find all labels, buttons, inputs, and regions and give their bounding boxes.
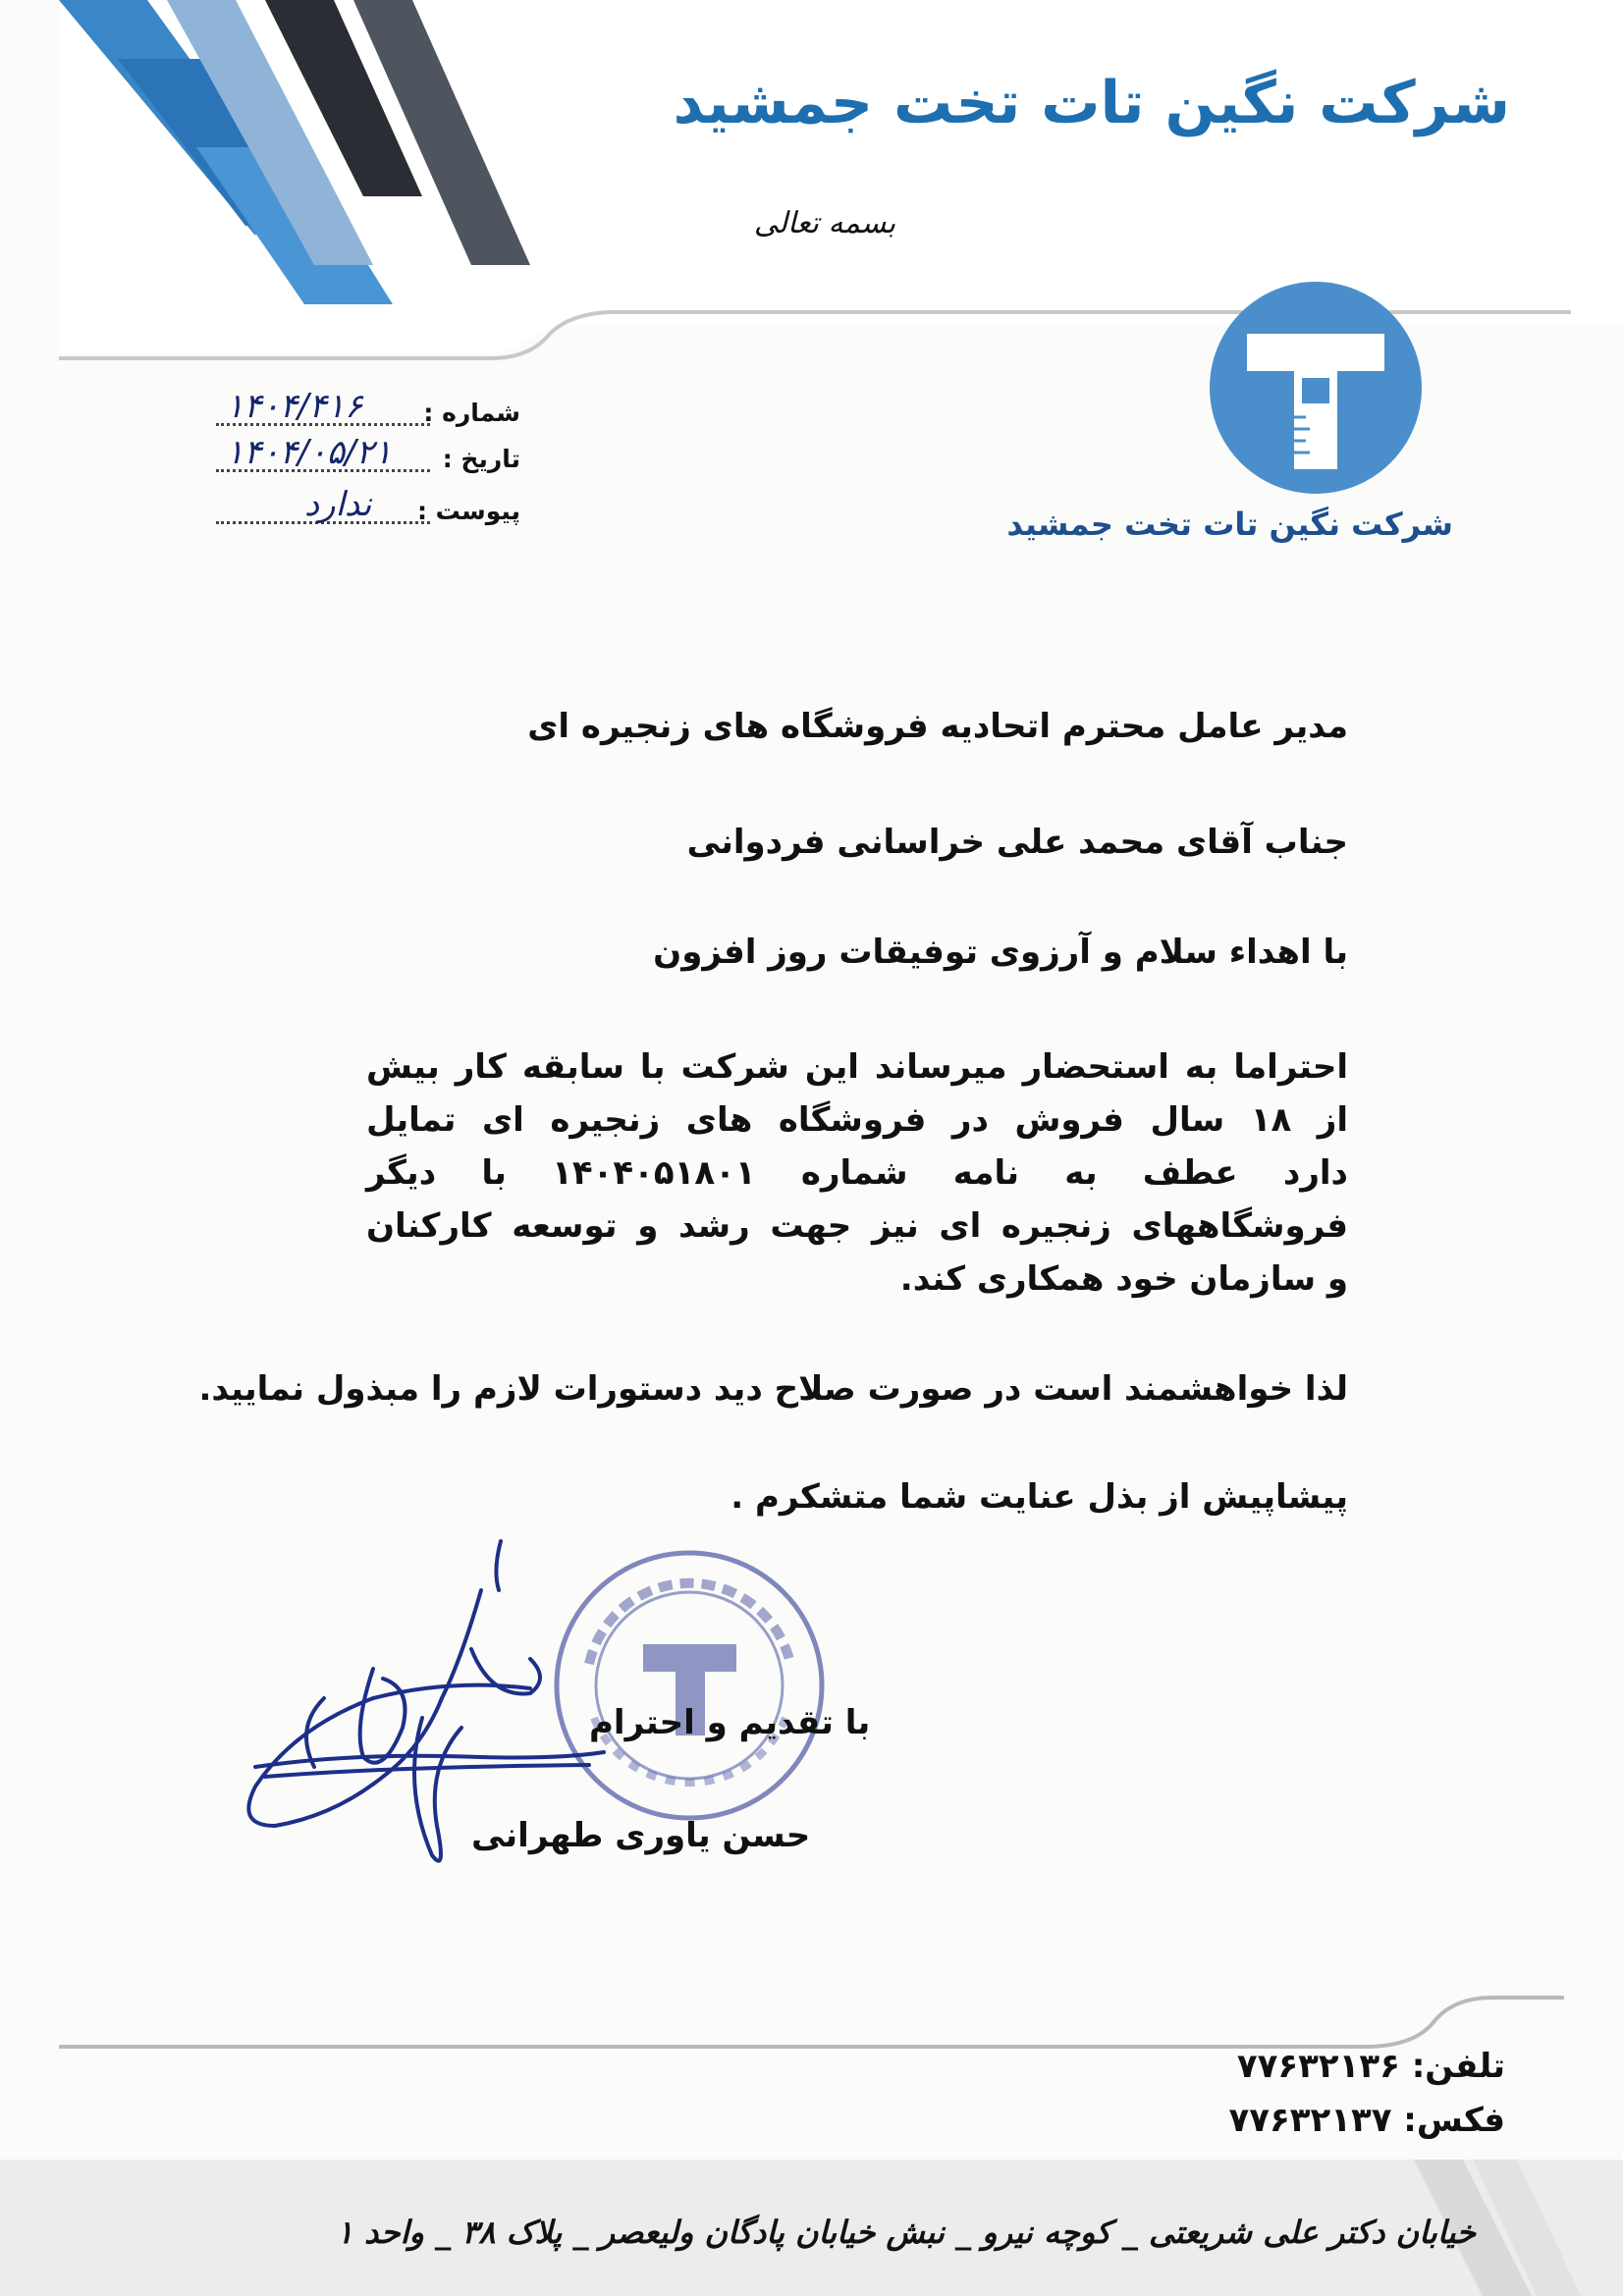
paragraph-line: و سازمان خود همکاری کند. — [899, 1259, 1348, 1299]
greeting-line: با اهداء سلام و آرزوی توفیقات روز افزون — [653, 933, 1348, 972]
signer-name: حسن یاوری طهرانی — [471, 1816, 811, 1855]
request-line: لذا خواهشمند است در صورت صلاح دید دستورات لازم را مبذول نمایید. — [198, 1369, 1348, 1409]
fax-value: ۷۷۶۳۲۱۳۷ — [1228, 2101, 1392, 2140]
phone-value: ۷۷۶۳۲۱۳۶ — [1236, 2047, 1400, 2086]
paragraph-line: از ۱۸ سال فروش در فروشگاه های زنجیره ای تمایل — [366, 1100, 1348, 1140]
closing-line: با تقدیم و احترام — [589, 1703, 871, 1742]
reference-number-value: ۱۴۰۴/۴۱۶ — [226, 387, 363, 426]
logo-caption: شرکت نگین تات تخت جمشید — [1006, 506, 1453, 543]
paragraph-line: دارد عطف به نامه شماره ۱۴۰۴۰۵۱۸۰۱ با دیگر — [366, 1153, 1348, 1193]
reference-number-label: شماره : — [423, 399, 520, 427]
phone-label: تلفن: — [1411, 2047, 1505, 2086]
recipient-name: جناب آقای محمد علی خراسانی فردوانی — [686, 823, 1348, 862]
company-address: خیابان دکتر علی شریعتی _ کوچه نیرو _ نبش خیابان پادگان ولیعصر _ پلاک ۳۸ _ واحد ۱ — [336, 2214, 1476, 2251]
footer-divider — [59, 1973, 1564, 2052]
reference-number-row — [206, 387, 520, 434]
phone-row — [1237, 2047, 1505, 2086]
paragraph-line: احتراما به استحضار میرساند این شرکت با سابقه کار بیش — [366, 1047, 1348, 1087]
reference-date-label: تاریخ : — [442, 445, 520, 473]
handwritten-signature-icon — [236, 1531, 609, 1885]
reference-attachment-value: ندارد — [304, 485, 372, 524]
reference-date-value: ۱۴۰۴/۰۵/۲۱ — [226, 433, 393, 472]
reference-attachment-row — [206, 485, 520, 532]
recipient-title: مدیر عامل محترم اتحادیه فروشگاه های زنجیره ای — [527, 707, 1348, 746]
reference-attachment-label: پیوست : — [416, 497, 520, 525]
fax-label: فکس: — [1403, 2101, 1505, 2140]
footer-decoration — [0, 2120, 1623, 2296]
reference-date-row — [206, 433, 520, 480]
invocation-text: بسمه تعالی — [753, 206, 896, 240]
company-name-title: شرکت نگین تات تخت جمشید — [673, 69, 1510, 137]
main-paragraph — [366, 1041, 1348, 1306]
company-logo-icon — [1208, 280, 1424, 496]
thanks-line: پیشاپیش از بذل عنایت شما متشکرم . — [730, 1477, 1348, 1517]
paragraph-line: فروشگاههای زنجیره ای نیز جهت رشد و توسعه کارکنان — [366, 1206, 1348, 1246]
